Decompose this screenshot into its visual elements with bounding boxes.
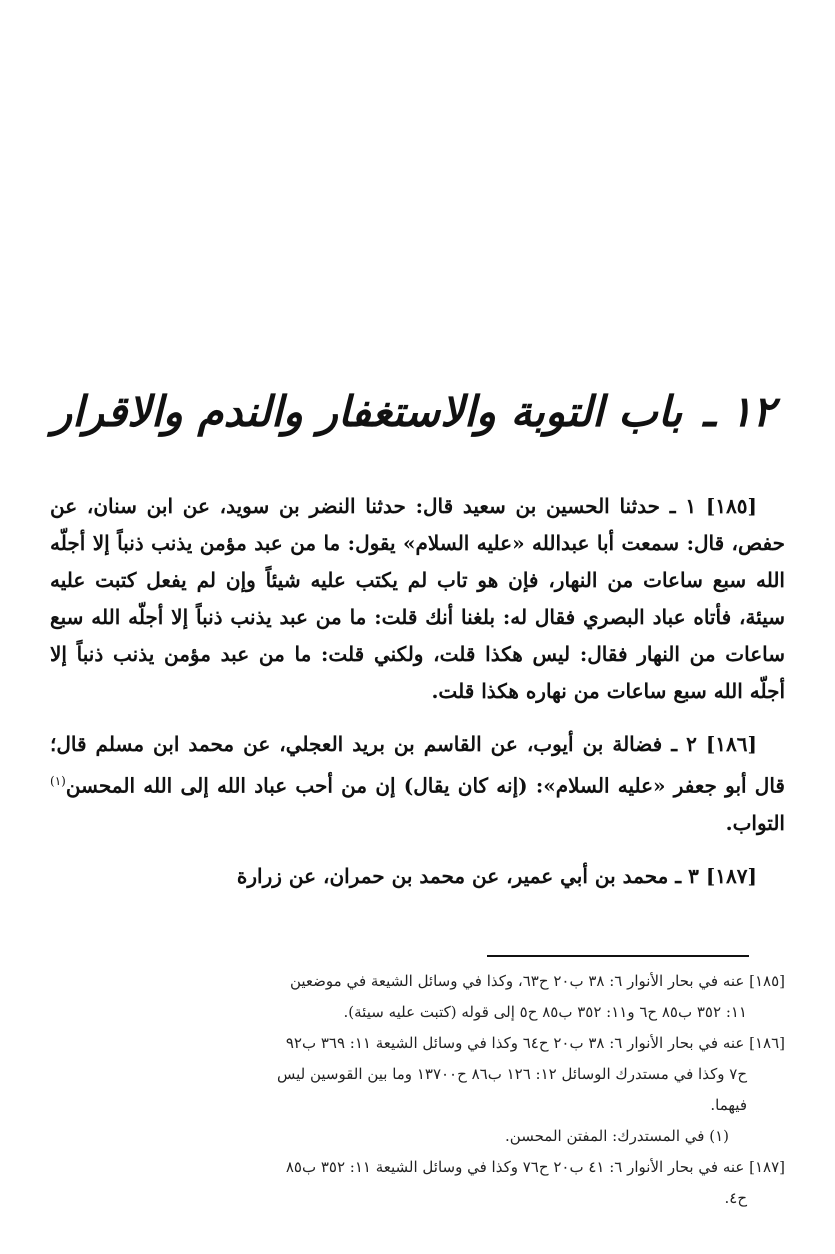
footnote-divider xyxy=(487,955,749,957)
footnotes-section xyxy=(80,966,785,1214)
chapter-title: باب التوبة والاستغفار والندم والاقرار xyxy=(51,387,683,436)
footnote-line: (١) في المستدرك: المفتن المحسن. xyxy=(505,1127,729,1145)
hadith-186-ending: التواب. xyxy=(725,810,785,835)
footnote-line: ح٧ وكذا في مستدرك الوسائل ١٢: ١٢٦ ب٨٦ ح١٣٧٠٠ وما بين القوسين ليس xyxy=(276,1065,747,1083)
footnote-line: [١٨٧] عنه في بحار الأنوار ٦: ٤١ ب٢٠ ح٧٦ وكذا في وسائل الشيعة ١١: ٣٥٢ ب٨٥ xyxy=(285,1158,785,1176)
footnote-marker: (١) xyxy=(50,774,66,788)
chapter-heading xyxy=(51,382,775,442)
hadith-187: [١٨٧] ٣ ـ محمد بن أبي عمير، عن محمد بن حمران، عن زرارة xyxy=(236,863,757,888)
footnote-line: فيهما. xyxy=(710,1096,747,1114)
footnote-line: ح٤. xyxy=(724,1189,747,1207)
footnote-line: ١١: ٣٥٢ ب٨٥ ح٦ و١١: ٣٥٢ ب٨٥ ح٥ إلى قوله (كتبت عليه سيئة). xyxy=(343,1003,747,1021)
hadith-185: [١٨٥] ١ ـ حدثنا الحسين بن سعيد قال: حدثنا النضر بن سويد، عن ابن سنان، عن حفص، قال: سمعت أبا عبدالله «عليه السلام» يقول: ما من عبد مؤمن يذنب ذنباً إلا أجلّه الله سبع ساعات من النهار، فإن هو تاب لم يكتب عليه شيئاً وإن لم يفعل كتبت عليه سيئة، فأتاه عباد البصري فقال له: بلغنا أنك قلت: ما من عبد يذنب ذنباً إلا أجلّه الله سبع ساعات من النهار فقال: ليس هكذا قلت، ولكني قلت: ما من عبد مؤمن يذنب ذنباً إلا أجلّه الله سبع ساعات من نهاره هكذا قلت. xyxy=(50,494,785,703)
hadith-186 xyxy=(50,726,785,842)
main-text xyxy=(50,488,785,911)
footnote-line: [١٨٥] عنه في بحار الأنوار ٦: ٣٨ ب٢٠ ح٦٣، وكذا في وسائل الشيعة في موضعين xyxy=(289,972,785,990)
footnote-line: [١٨٦] عنه في بحار الأنوار ٦: ٣٨ ب٢٠ ح٦٤ وكذا في وسائل الشيعة ١١: ٣٦٩ ب٩٢ xyxy=(285,1034,785,1052)
hadith-186-text: [١٨٦] ٢ ـ فضالة بن أيوب، عن القاسم بن بريد العجلي، عن محمد ابن مسلم قال؛ قال أبو جعفر «عليه السلام»: (إنه كان يقال) إن من أحب عباد الله إلى الله المحسن xyxy=(50,732,785,798)
chapter-number: ١٢ ـ xyxy=(702,387,775,436)
